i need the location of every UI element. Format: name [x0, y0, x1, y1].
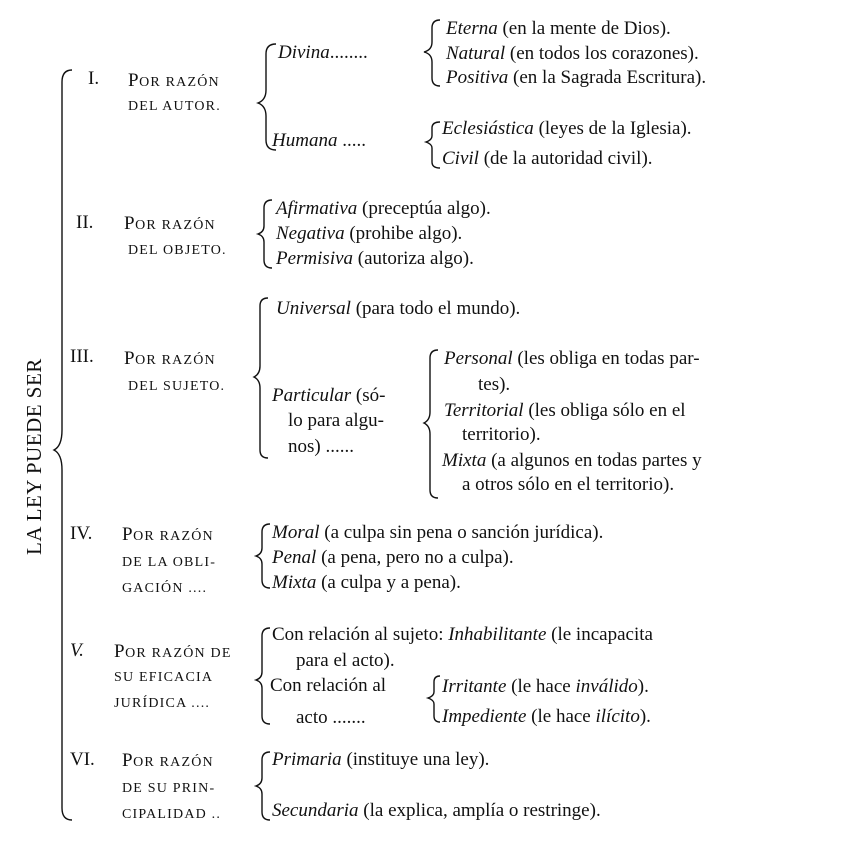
list-item-cont: territorio). — [462, 424, 541, 445]
brace-III — [254, 298, 268, 458]
list-item-cont: a otros sólo en el territorio). — [462, 474, 675, 495]
list-item: Mixta (a algunos en todas partes y — [442, 450, 702, 471]
section-heading-line: POR RAZÓN — [122, 750, 214, 771]
particular-line: lo para algu- — [288, 410, 385, 431]
branch-humana: Humana ..... — [272, 130, 366, 151]
list-item: Afirmativa (preceptúa algo). — [276, 198, 491, 219]
list-item: Personal (les obliga en todas par- — [444, 348, 700, 369]
brace-V — [256, 628, 270, 724]
list-item: Irritante (le hace inválido). — [442, 676, 649, 697]
section-heading-line: SU EFICACIA — [114, 670, 214, 685]
brace-divina — [424, 20, 440, 86]
section-roman: II. — [76, 212, 94, 233]
list-item: Civil (de la autoridad civil). — [442, 148, 653, 169]
section-heading-line: POR RAZÓN — [124, 213, 216, 234]
list-item-cont: para el acto). — [296, 650, 395, 671]
root-label: LA LEY PUEDE SER — [22, 358, 46, 555]
heading-text: OR RAZÓN — [139, 75, 220, 90]
acto-line: acto ....... — [296, 707, 366, 728]
list-item: Impediente (le hace ilícito). — [442, 706, 651, 727]
list-item: Positiva (en la Sagrada Escritura). — [446, 67, 707, 88]
branch-divina: Divina........ — [278, 42, 368, 63]
root-brace — [54, 70, 72, 820]
section-roman: III. — [70, 346, 94, 367]
list-item: Territorial (les obliga sólo en el — [444, 400, 686, 421]
list-item: Secundaria (la explica, amplía o restringe). — [272, 800, 601, 821]
list-item: Universal (para todo el mundo). — [276, 298, 521, 319]
list-item-cont: tes). — [478, 374, 511, 395]
list-item: Penal (a pena, pero no a culpa). — [272, 547, 514, 568]
section-roman: VI. — [70, 749, 95, 770]
section-heading-line: DE LA OBLI- — [122, 555, 217, 570]
list-item: Natural (en todos los corazones). — [446, 43, 699, 64]
brace-II — [258, 200, 272, 268]
section-heading-line: POR RAZÓN DE — [114, 641, 232, 662]
list-item: Permisiva (autoriza algo). — [276, 248, 474, 269]
particular-line: nos) ...... — [288, 436, 354, 457]
brace-IV — [256, 524, 270, 588]
section-heading-line: DE SU PRIN- — [122, 781, 216, 796]
list-item: Eclesiástica (leyes de la Iglesia). — [442, 118, 692, 139]
section-heading-line: JURÍDICA .... — [114, 696, 211, 711]
list-item: Con relación al sujeto: Inhabilitante (le incapacita — [272, 624, 653, 645]
section-heading-line: GACIÓN .... — [122, 581, 208, 596]
brace-acto — [428, 676, 440, 722]
section-heading-line: POR RAZÓN — [122, 524, 214, 545]
particular-line: Particular (só- — [272, 385, 386, 406]
section-roman: IV. — [70, 523, 93, 544]
list-item: Mixta (a culpa y a pena). — [272, 572, 461, 593]
acto-line: Con relación al — [270, 675, 387, 696]
list-item: Negativa (prohibe algo). — [276, 223, 463, 244]
brace-VI — [256, 752, 270, 820]
list-item: Moral (a culpa sin pena o sanción jurídica). — [272, 522, 604, 543]
section-heading-line: DEL OBJETO. — [128, 243, 227, 258]
list-item: Primaria (instituye una ley). — [272, 749, 490, 770]
section-roman: I. — [88, 68, 100, 89]
brace-particular — [424, 350, 438, 498]
section-heading-line: POR RAZÓN — [128, 70, 220, 91]
section-heading-line: DEL AUTOR. — [128, 99, 221, 114]
section-roman: V. — [70, 640, 84, 661]
section-heading-line: POR RAZÓN — [124, 348, 216, 369]
section-heading-line: CIPALIDAD .. — [122, 807, 222, 822]
brace-humana — [426, 122, 440, 168]
list-item: Eterna (en la mente de Dios). — [446, 18, 671, 39]
section-heading-line: DEL SUJETO. — [128, 379, 226, 394]
